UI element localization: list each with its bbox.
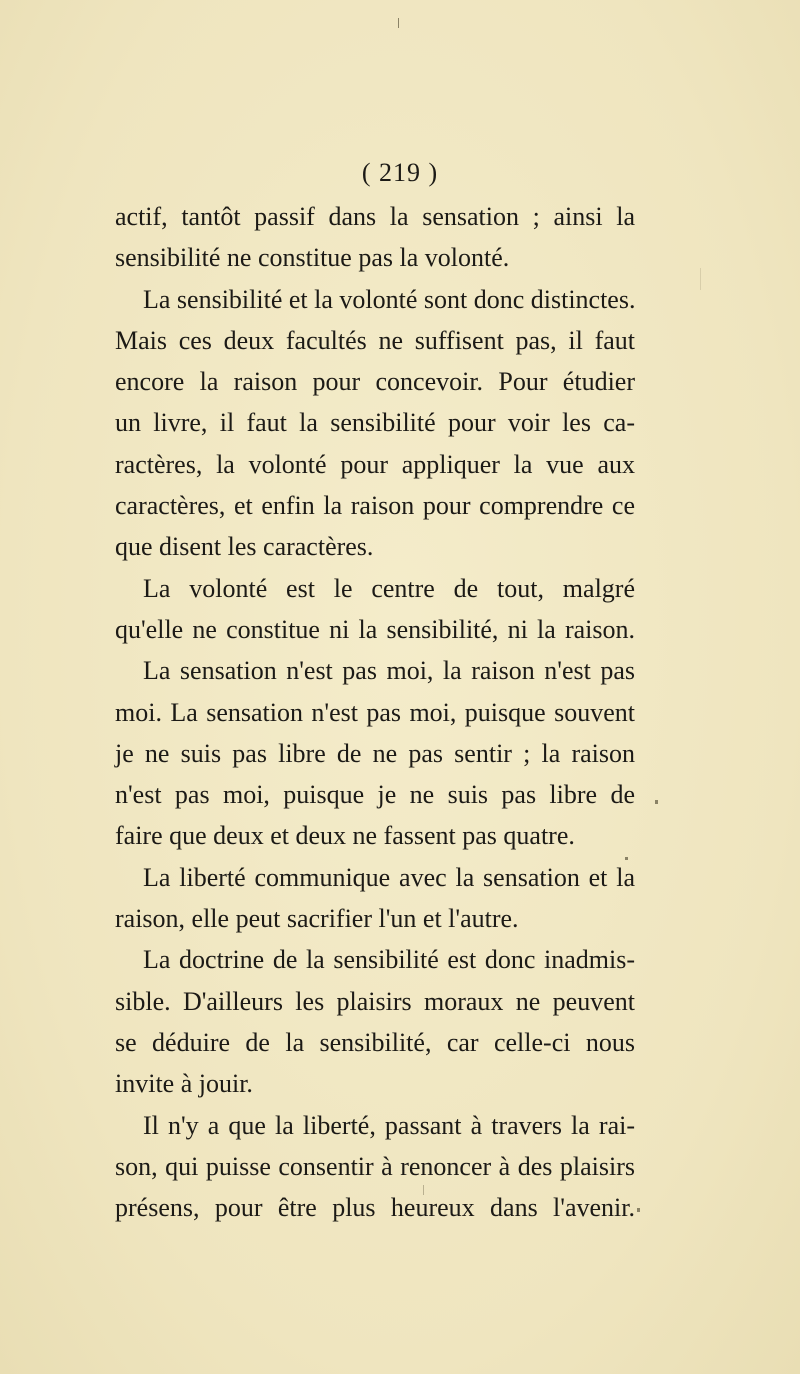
text-line: sible. D'ailleurs les plaisirs moraux ne peuvent <box>115 986 635 1016</box>
text-line: Il n'y a que la liberté, passant à travers la rai- <box>143 1110 635 1140</box>
text-line: ractères, la volonté pour appliquer la vue aux <box>115 449 635 479</box>
paper-speck <box>700 268 701 290</box>
text-line: sensibilité ne constitue pas la volonté. <box>115 243 510 273</box>
page-number: ( 219 ) <box>361 158 439 187</box>
paper-speck <box>655 800 658 804</box>
text-line: se déduire de la sensibilité, car celle-ci nous <box>115 1027 635 1057</box>
text-line: La volonté est le centre de tout, malgré <box>143 573 635 603</box>
text-line: La liberté communique avec la sensation et la <box>143 862 635 892</box>
text-line: présens, pour être plus heureux dans l'avenir. <box>115 1193 635 1223</box>
text-line: caractères, et enfin la raison pour comprendre ce <box>115 491 635 521</box>
text-line: n'est pas moi, puisque je ne suis pas libre de <box>115 780 635 810</box>
text-line: faire que deux et deux ne fassent pas quatre. <box>115 821 575 851</box>
text-line: La doctrine de la sensibilité est donc inadmis- <box>143 945 635 975</box>
text-line: un livre, il faut la sensibilité pour voir les ca- <box>115 408 635 438</box>
body-text <box>115 196 635 1228</box>
text-line: qu'elle ne constitue ni la sensibilité, ni la raison. <box>115 614 635 644</box>
text-line: son, qui puisse consentir à renoncer à des plaisirs <box>115 1151 635 1181</box>
text-line: invite à jouir. <box>115 1069 253 1099</box>
text-line: encore la raison pour concevoir. Pour étudier <box>115 367 635 397</box>
text-line: moi. La sensation n'est pas moi, puisque souvent <box>115 697 635 727</box>
paper-speck <box>637 1208 640 1212</box>
text-line: La sensation n'est pas moi, la raison n'est pas <box>143 656 635 686</box>
text-line: que disent les caractères. <box>115 532 374 562</box>
text-line: Mais ces deux facultés ne suffisent pas, il faut <box>115 325 635 355</box>
text-line: je ne suis pas libre de ne pas sentir ; la raison <box>115 738 635 768</box>
text-line: actif, tantôt passif dans la sensation ; ainsi la <box>115 202 635 231</box>
text-line: raison, elle peut sacrifier l'un et l'autre. <box>115 904 519 934</box>
text-line: La sensibilité et la volonté sont donc distinctes. <box>143 284 636 314</box>
paper-speck <box>398 18 399 28</box>
